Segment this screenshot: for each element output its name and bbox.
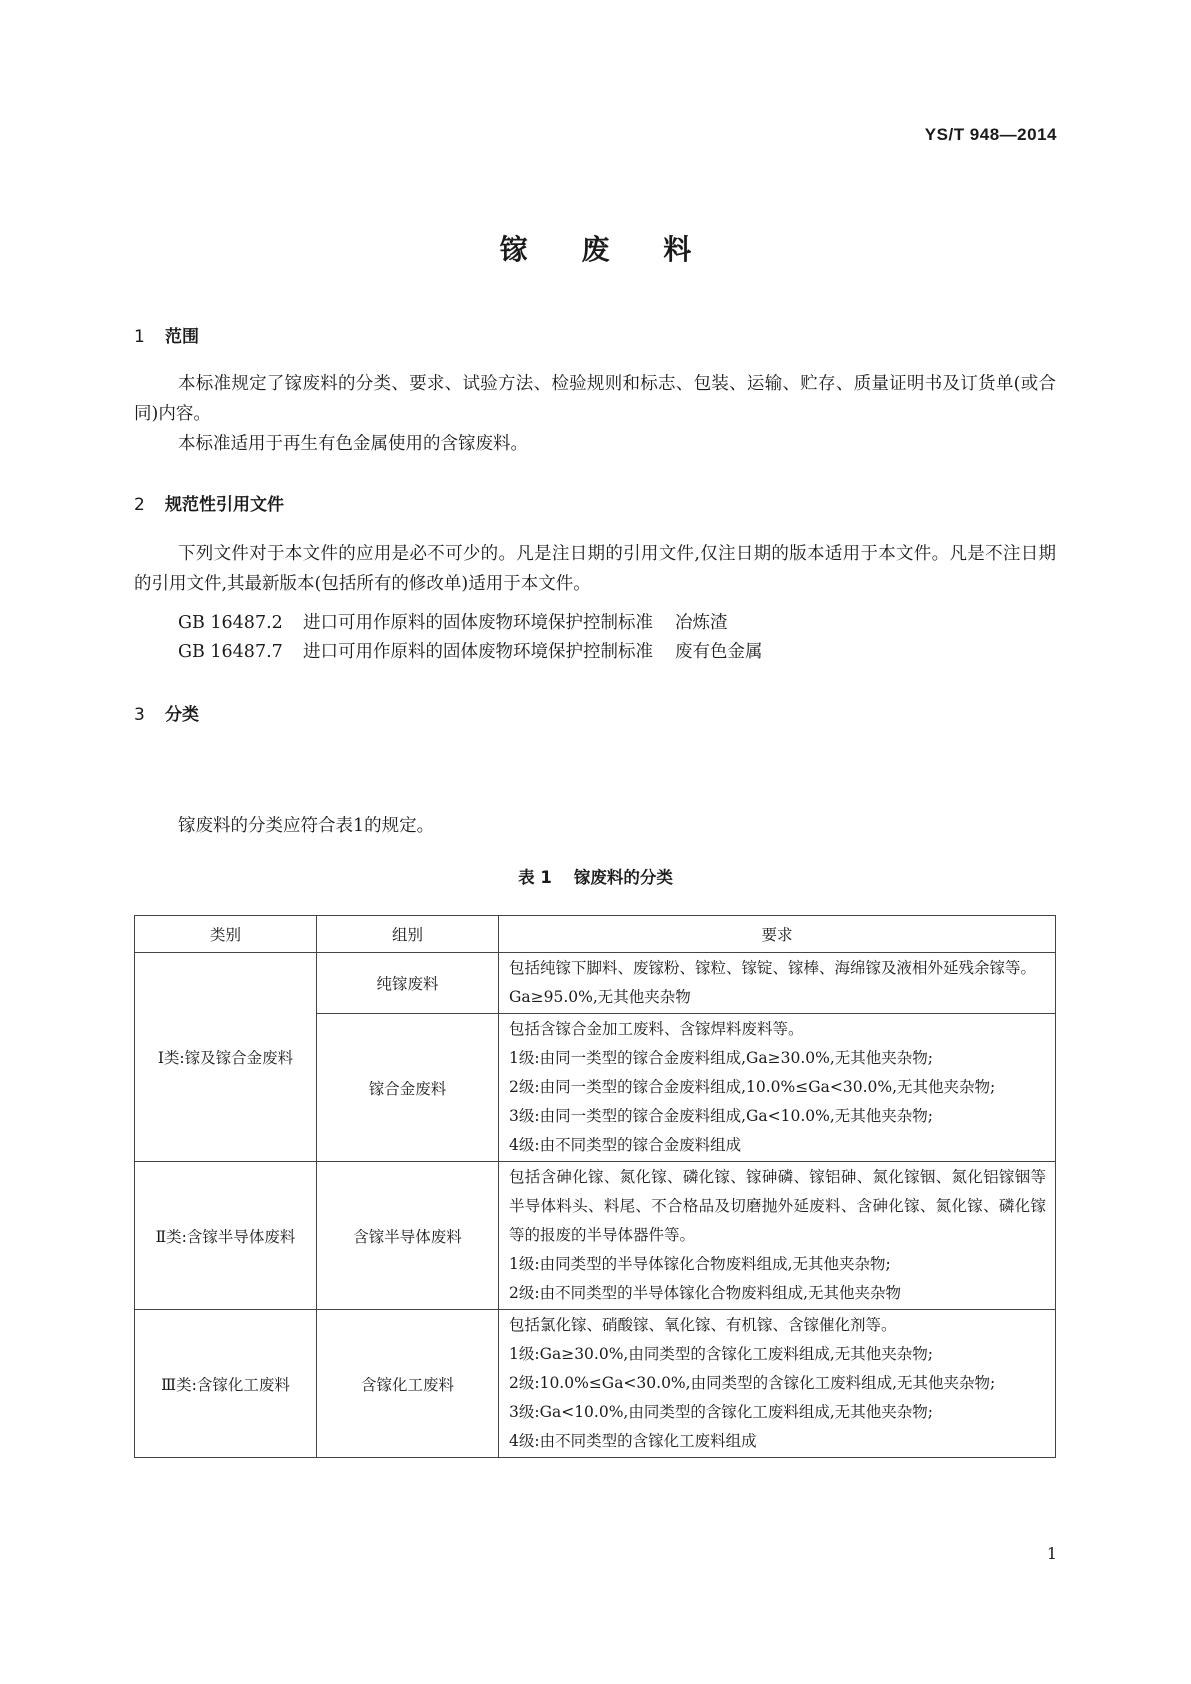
category-cell: Ⅲ类:含镓化工废料 — [135, 1310, 317, 1458]
paragraph: 下列文件对于本文件的应用是必不可少的。凡是注日期的引用文件,仅注日期的版本适用于本文件。凡是不注日期的引用文件,其最新版本(包括所有的修改单)适用于本文件。 — [134, 544, 1056, 594]
requirement-line: 3级:Ga<10.0%,由同类型的含镓化工废料组成,无其他夹杂物; — [509, 1403, 934, 1421]
header-group: 组别 — [317, 916, 499, 953]
reference-title: 进口可用作原料的固体废物环境保护控制标准 — [303, 613, 653, 633]
requirement-line: 2级:由不同类型的半导体镓化合物废料组成,无其他夹杂物 — [509, 1284, 902, 1302]
table-caption — [0, 864, 1191, 888]
requirement-line: 包括含砷化镓、氮化镓、磷化镓、镓砷磷、镓铝砷、氮化镓铟、氮化铝镓铟等半导体料头、料尾、不合格品及切磨抛外延废料、含砷化镓、氮化镓、磷化镓等的报废的半导体器件等。 — [509, 1168, 1046, 1244]
classification-table — [134, 915, 1056, 1458]
requirements-cell — [499, 1014, 1056, 1162]
category-cell: Ⅱ类:含镓半导体废料 — [135, 1162, 317, 1310]
reference-item — [178, 638, 763, 663]
section-3-body — [134, 811, 1056, 841]
paragraph: 本标准规定了镓废料的分类、要求、试验方法、检验规则和标志、包装、运输、贮存、质量证明书及订货单(或合同)内容。 — [134, 374, 1056, 424]
header-requirements: 要求 — [499, 916, 1056, 953]
group-cell: 镓合金废料 — [317, 1014, 499, 1162]
requirement-line: 包括含镓合金加工废料、含镓焊料废料等。 — [509, 1020, 804, 1038]
paragraph: 镓废料的分类应符合表1的规定。 — [178, 816, 435, 836]
section-number: 3 — [134, 705, 145, 725]
section-title: 分类 — [165, 705, 199, 725]
table-row — [135, 1162, 1056, 1310]
table-row — [135, 953, 1056, 1014]
section-number: 1 — [134, 327, 145, 347]
reference-subtitle: 冶炼渣 — [675, 613, 728, 633]
reference-title: 进口可用作原料的固体废物环境保护控制标准 — [303, 642, 653, 662]
section-1-body — [134, 369, 1056, 459]
reference-code: GB 16487.2 — [178, 613, 283, 633]
header-category: 类别 — [135, 916, 317, 953]
requirement-line: Ga≥95.0%,无其他夹杂物 — [509, 988, 691, 1006]
reference-item — [178, 609, 728, 634]
table-title: 镓废料的分类 — [573, 868, 673, 887]
table-row — [135, 1310, 1056, 1458]
table-number: 表 1 — [518, 868, 552, 887]
requirement-line: 包括氯化镓、硝酸镓、氧化镓、有机镓、含镓催化剂等。 — [509, 1316, 897, 1334]
group-cell: 含镓半导体废料 — [317, 1162, 499, 1310]
requirement-line: 4级:由不同类型的含镓化工废料组成 — [509, 1432, 757, 1450]
standard-code: YS/T 948—2014 — [924, 125, 1057, 144]
requirement-line: 2级:10.0%≤Ga<30.0%,由同类型的含镓化工废料组成,无其他夹杂物; — [509, 1374, 996, 1392]
requirement-line: 包括纯镓下脚料、废镓粉、镓粒、镓锭、镓棒、海绵镓及液相外延残余镓等。 — [509, 959, 1037, 977]
reference-subtitle: 废有色金属 — [675, 642, 763, 662]
section-number: 2 — [134, 495, 145, 515]
document-title: 镓 废 料 — [499, 233, 714, 266]
section-title: 规范性引用文件 — [165, 495, 284, 515]
requirement-line: 2级:由同一类型的镓合金废料组成,10.0%≤Ga<30.0%,无其他夹杂物; — [509, 1078, 996, 1096]
section-3-heading — [134, 700, 199, 725]
section-title: 范围 — [165, 327, 199, 347]
section-2-body — [134, 539, 1056, 599]
requirements-cell — [499, 1310, 1056, 1458]
paragraph: 本标准适用于再生有色金属使用的含镓废料。 — [178, 434, 528, 454]
requirements-cell — [499, 1162, 1056, 1310]
requirement-line: 1级:由同一类型的镓合金废料组成,Ga≥30.0%,无其他夹杂物; — [509, 1049, 934, 1067]
page-number: 1 — [1046, 1544, 1057, 1563]
group-cell: 含镓化工废料 — [317, 1310, 499, 1458]
reference-code: GB 16487.7 — [178, 642, 283, 662]
requirements-cell — [499, 953, 1056, 1014]
requirement-line: 4级:由不同类型的镓合金废料组成 — [509, 1136, 742, 1154]
requirement-line: 1级:由同类型的半导体镓化合物废料组成,无其他夹杂物; — [509, 1255, 891, 1273]
category-cell: Ⅰ类:镓及镓合金废料 — [135, 953, 317, 1162]
section-2-heading — [134, 490, 284, 515]
table-header-row — [135, 916, 1056, 953]
section-1-heading — [134, 322, 199, 347]
group-cell: 纯镓废料 — [317, 953, 499, 1014]
requirement-line: 3级:由同一类型的镓合金废料组成,Ga<10.0%,无其他夹杂物; — [509, 1107, 934, 1125]
requirement-line: 1级:Ga≥30.0%,由同类型的含镓化工废料组成,无其他夹杂物; — [509, 1345, 934, 1363]
